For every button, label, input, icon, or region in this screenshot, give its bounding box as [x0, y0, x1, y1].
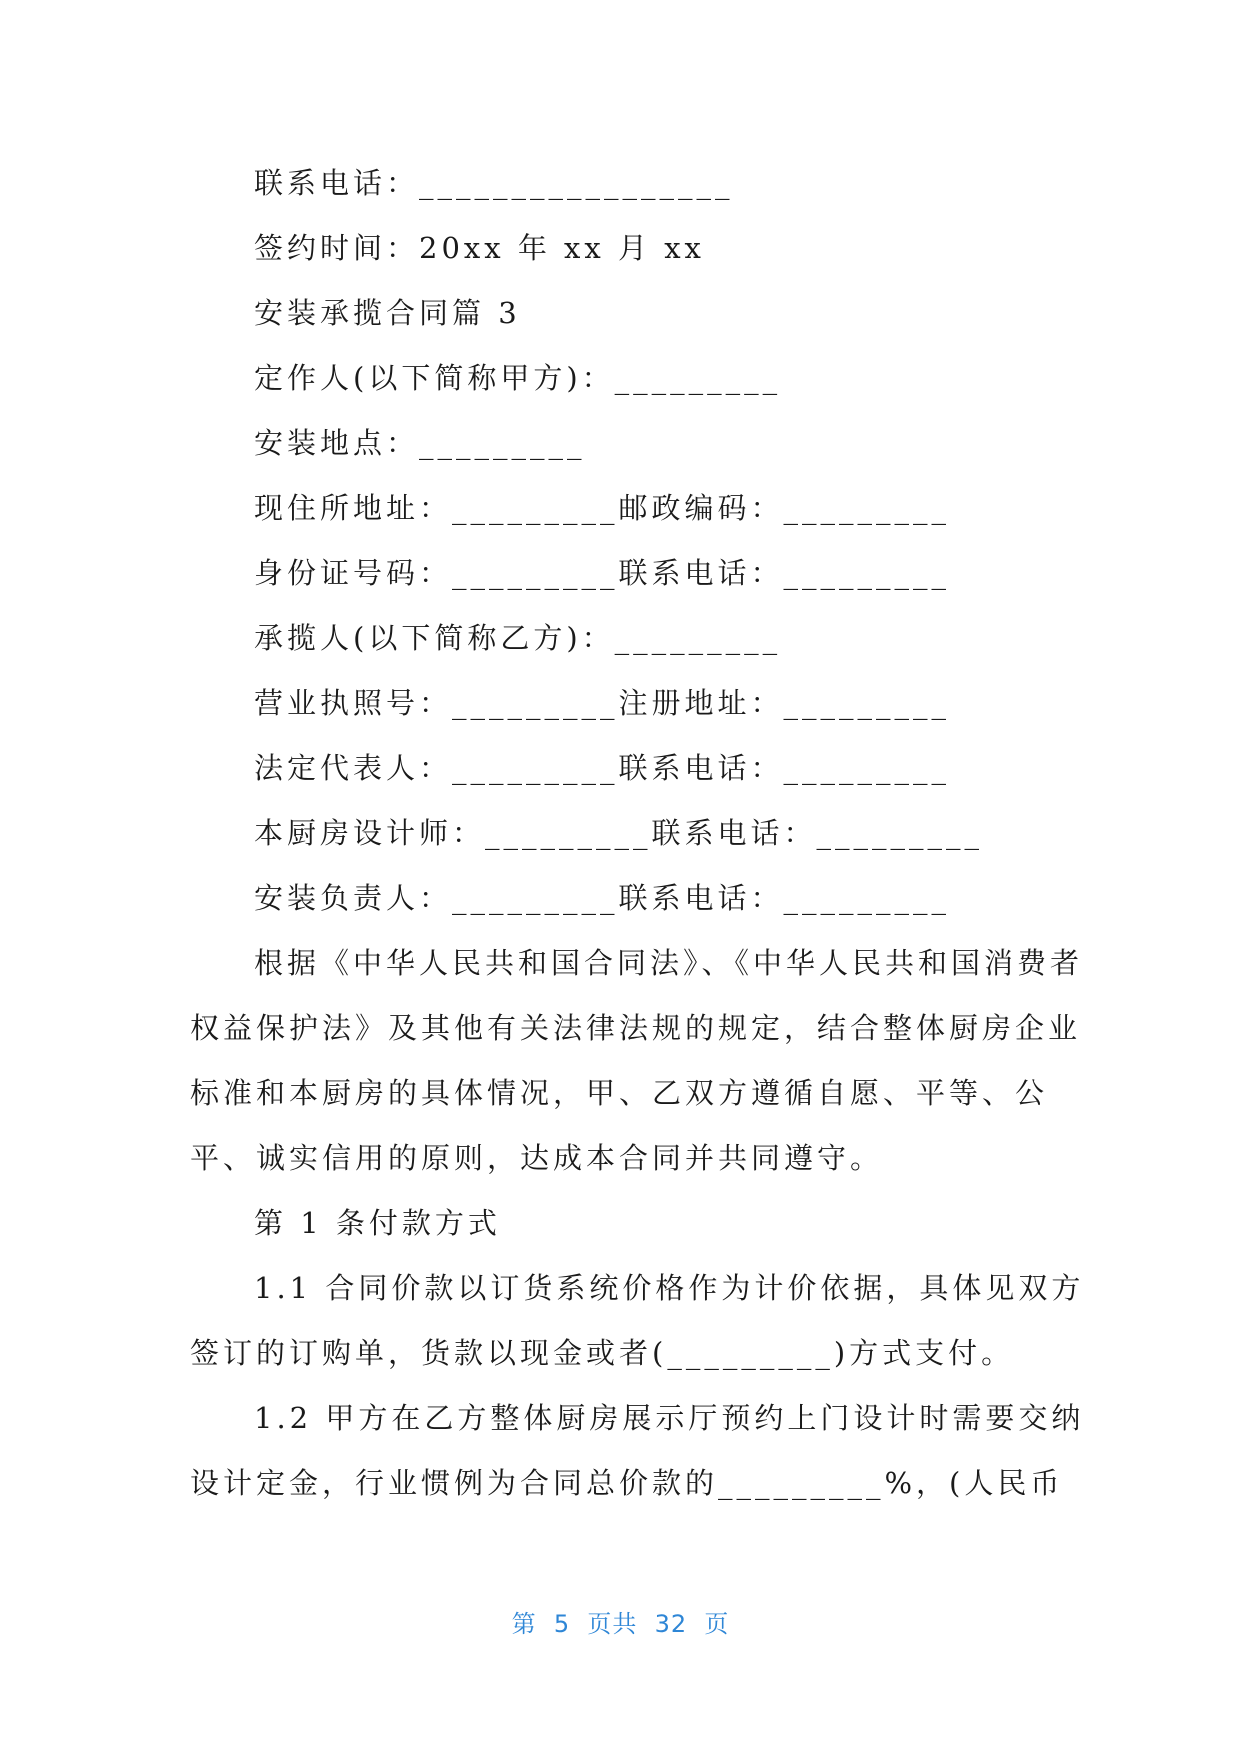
- install-manager-line: 安装负责人：_________联系电话：_________: [254, 881, 951, 915]
- id-phone-line: 身份证号码：_________联系电话：_________: [254, 556, 951, 590]
- preamble-line-4: 平、诚实信用的原则，达成本合同并共同遵守。: [190, 1141, 884, 1175]
- clause-1-2-line-1: 1.2 甲方在乙方整体厨房展示厅预约上门设计时需要交纳: [254, 1401, 1085, 1435]
- party-a-line: 定作人(以下简称甲方)：_________: [254, 361, 782, 395]
- article-1-heading: 第 1 条付款方式: [254, 1206, 501, 1240]
- party-b-line: 承揽人(以下简称乙方)：_________: [254, 621, 782, 655]
- install-location-line: 安装地点：_________: [254, 426, 586, 460]
- clause-1-1-line-1: 1.1 合同价款以订货系统价格作为计价依据，具体见双方: [254, 1271, 1085, 1305]
- legal-rep-line: 法定代表人：_________联系电话：_________: [254, 751, 951, 785]
- designer-line: 本厨房设计师：_________联系电话：_________: [254, 816, 984, 850]
- page-number-footer: 第 5 页共 32 页: [511, 1610, 730, 1638]
- signing-date-line: 签约时间：20xx 年 xx 月 xx: [254, 231, 705, 265]
- clause-1-2-line-2: 设计定金，行业惯例为合同总价款的_________%，(人民币: [190, 1466, 1064, 1500]
- contract-title-line: 安装承揽合同篇 3: [254, 296, 521, 330]
- preamble-line-2: 权益保护法》及其他有关法律法规的规定，结合整体厨房企业: [190, 1011, 1082, 1045]
- address-postcode-line: 现住所地址：_________邮政编码：_________: [254, 491, 951, 525]
- preamble-line-1: 根据《中华人民共和国合同法》、《中华人民共和国消费者: [254, 946, 1084, 980]
- clause-1-1-line-2: 签订的订购单，货款以现金或者(_________)方式支付。: [190, 1336, 1015, 1370]
- contact-phone-line: 联系电话：_________________: [254, 166, 734, 200]
- license-address-line: 营业执照号：_________注册地址：_________: [254, 686, 951, 720]
- preamble-line-3: 标准和本厨房的具体情况，甲、乙双方遵循自愿、平等、公: [190, 1076, 1049, 1110]
